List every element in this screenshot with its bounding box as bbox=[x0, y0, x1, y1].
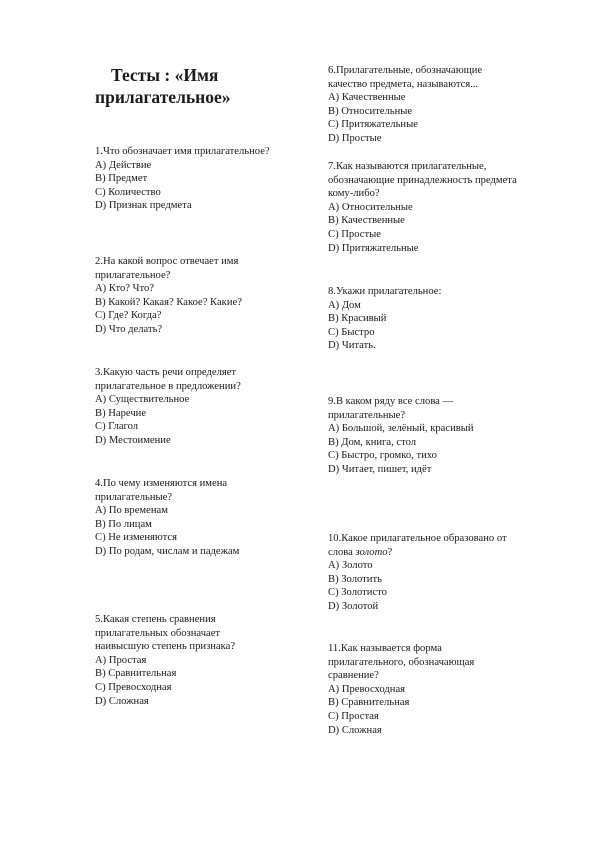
options-list bbox=[95, 504, 270, 558]
question-text bbox=[328, 532, 533, 559]
question-3 bbox=[95, 366, 270, 448]
option-d: D) Читает, пишет, идёт bbox=[328, 463, 432, 475]
question-text: 5.Какая степень сравнения прилагательных обозначает наивысшую степень признака? bbox=[95, 614, 236, 653]
option-b: В) Предмет bbox=[95, 173, 148, 185]
option-c: С) Быстро, громко, тихо bbox=[328, 450, 437, 462]
question-5 bbox=[95, 613, 270, 708]
question-text: 7.Как называются прилагательные, обозначающие принадлежность предмета кому-либо? bbox=[328, 161, 517, 200]
question-text-end: ? bbox=[387, 546, 393, 558]
options-list bbox=[328, 422, 523, 476]
option-d: D) Сложная bbox=[328, 724, 382, 736]
options-list bbox=[95, 654, 270, 708]
option-a: А) Качественные bbox=[328, 92, 406, 104]
question-text: 3.Какую часть речи определяет прилагательное в предложении? bbox=[95, 367, 241, 392]
question-8 bbox=[328, 285, 523, 353]
option-b: В) Качественные bbox=[328, 215, 405, 227]
option-b: В) Дом, книга, стол bbox=[328, 436, 417, 448]
options-list bbox=[328, 91, 523, 145]
question-text: 4.По чему изменяются имена прилагательные? bbox=[95, 478, 228, 503]
options-list bbox=[95, 393, 270, 447]
option-b: В) Относительные bbox=[328, 105, 413, 117]
options-list bbox=[328, 559, 533, 613]
option-c: С) Количество bbox=[95, 186, 161, 198]
option-c: С) Превосходная bbox=[95, 681, 172, 693]
question-10 bbox=[328, 532, 533, 614]
option-a: А) Превосходная bbox=[328, 683, 406, 695]
question-2 bbox=[95, 255, 270, 337]
question-9 bbox=[328, 395, 523, 477]
options-list bbox=[328, 683, 513, 737]
option-b: В) По лицам bbox=[95, 518, 152, 530]
option-c: С) Простая bbox=[328, 710, 379, 722]
option-c: С) Золотисто bbox=[328, 587, 387, 599]
question-text: 2.На какой вопрос отвечает имя прилагательное? bbox=[95, 256, 239, 281]
option-b: В) Какой? Какая? Какое? Какие? bbox=[95, 296, 242, 308]
option-a: А) Относительные bbox=[328, 201, 413, 213]
question-1 bbox=[95, 145, 270, 213]
option-b: В) Золотить bbox=[328, 573, 382, 585]
option-b: В) Красивый bbox=[328, 313, 387, 325]
question-text: 1.Что обозначает имя прилагательное? bbox=[95, 146, 270, 157]
option-d: D) Признак предмета bbox=[95, 200, 192, 212]
question-text: 6.Прилагательные, обозначающие качество предмета, называются... bbox=[328, 65, 483, 90]
option-c: С) Глагол bbox=[95, 421, 139, 433]
option-c: С) Простые bbox=[328, 228, 381, 240]
question-6 bbox=[328, 64, 523, 146]
question-4 bbox=[95, 477, 270, 559]
option-d: D) Сложная bbox=[95, 695, 149, 707]
option-d: D) Что делать? bbox=[95, 323, 163, 335]
options-list bbox=[95, 159, 270, 213]
question-text: 11.Как называется форма прилагательного, обозначающая сравнение? bbox=[328, 643, 475, 682]
question-text: 8.Укажи прилагательное: bbox=[328, 286, 442, 297]
options-list bbox=[328, 201, 523, 255]
question-11 bbox=[328, 642, 513, 737]
option-d: D) Читать. bbox=[328, 340, 376, 352]
option-a: А) Дом bbox=[328, 299, 361, 311]
option-a: А) По временам bbox=[95, 505, 168, 517]
option-a: А) Существительное bbox=[95, 394, 190, 406]
option-a: А) Действие bbox=[95, 159, 152, 171]
option-d: D) По родам, числам и падежам bbox=[95, 545, 240, 557]
question-text-word: золото bbox=[355, 546, 388, 558]
option-a: А) Большой, зелёный, красивый bbox=[328, 423, 474, 435]
option-a: А) Кто? Что? bbox=[95, 283, 154, 295]
options-list bbox=[95, 282, 270, 336]
option-c: С) Не изменяются bbox=[95, 532, 178, 544]
question-7 bbox=[328, 160, 523, 255]
option-b: В) Сравнительная bbox=[95, 668, 177, 680]
option-c: С) Быстро bbox=[328, 326, 375, 338]
option-b: В) Сравнительная bbox=[328, 697, 410, 709]
option-b: В) Наречие bbox=[95, 407, 147, 419]
option-c: С) Притяжательные bbox=[328, 119, 418, 131]
question-text: 9.В каком ряду все слова — прилагательные? bbox=[328, 396, 454, 421]
options-list bbox=[328, 299, 523, 353]
option-a: А) Простая bbox=[95, 654, 147, 666]
option-d: D) Притяжательные bbox=[328, 242, 419, 254]
question-text-main: 10.Какое прилагательное образовано от слова bbox=[328, 533, 507, 558]
option-c: С) Где? Когда? bbox=[95, 310, 162, 322]
option-d: D) Местоимение bbox=[95, 434, 171, 446]
document-title: Тесты : «Имя прилагательное» bbox=[95, 65, 231, 107]
option-d: D) Золотой bbox=[328, 600, 379, 612]
option-a: А) Золото bbox=[328, 560, 373, 572]
option-d: D) Простые bbox=[328, 132, 382, 144]
